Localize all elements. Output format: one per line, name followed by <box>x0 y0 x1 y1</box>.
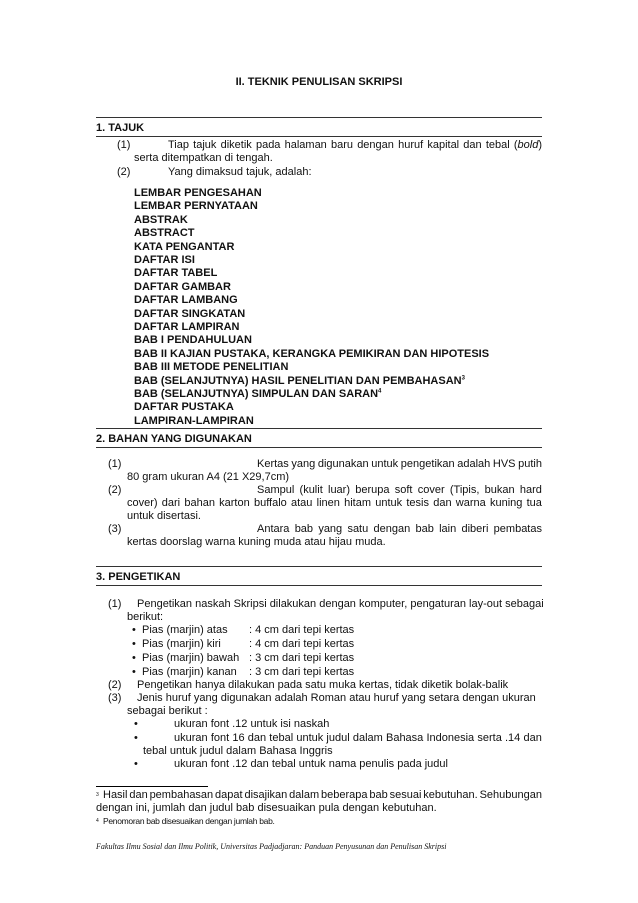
paragraph-line: Yang dimaksud tajuk, adalah: <box>168 166 312 178</box>
section-bottom-rule <box>96 585 542 586</box>
tajuk-item-label: DAFTAR LAMPIRAN <box>134 321 240 333</box>
item-number: (2) <box>117 166 131 178</box>
tajuk-item-label: LEMBAR PENGESAHAN <box>134 187 262 199</box>
tajuk-item <box>134 267 217 280</box>
bold-term: bold <box>517 139 539 151</box>
bullet: • <box>134 718 138 730</box>
bullet: • <box>134 732 138 744</box>
paragraph-line: Jenis huruf yang digunakan adalah Roman atau huruf yang setara dengan ukuran <box>137 692 536 704</box>
tajuk-item-label: ABSTRAK <box>134 213 188 226</box>
paragraph-line: tebal untuk judul dalam Bahasa Inggris <box>143 745 333 757</box>
bullet: • <box>132 666 136 678</box>
paragraph-line: untuk disertasi. <box>127 510 201 522</box>
item-number: (1) <box>108 598 122 610</box>
paragraph-line: sebagai berikut : <box>127 705 208 717</box>
footnote-marker: 3 <box>96 792 99 798</box>
section-heading-bahan: 2. BAHAN YANG DIGUNAKAN <box>96 433 252 445</box>
margin-value: : 4 cm dari tepi kertas <box>249 624 355 636</box>
margin-label: Pias (marjin) atas <box>142 624 228 636</box>
tajuk-item <box>134 348 489 361</box>
footnote-ref: 4 <box>378 388 382 395</box>
margin-label: Pias (marjin) bawah <box>142 652 240 664</box>
tajuk-item <box>134 308 245 321</box>
item-number: (2) <box>108 679 122 691</box>
bullet: • <box>132 624 136 636</box>
tajuk-item-label: ABSTRACT <box>134 227 195 240</box>
tajuk-item <box>134 415 254 428</box>
margin-label: Pias (marjin) kiri <box>142 638 221 650</box>
tajuk-item <box>134 254 195 267</box>
footnote-marker: 4 <box>96 818 99 824</box>
item-number: (3) <box>108 692 122 704</box>
tajuk-item-label: BAB III METODE PENELITIAN <box>134 361 289 374</box>
tajuk-item <box>134 200 258 213</box>
section-heading-tajuk: 1. TAJUK <box>96 122 145 134</box>
tajuk-item <box>134 187 262 200</box>
tajuk-item-label: DAFTAR PUSTAKA <box>134 401 234 414</box>
section-top-rule <box>96 566 542 567</box>
footnote-ref: 3 <box>461 374 465 381</box>
footnote-separator <box>96 786 208 787</box>
paragraph-line: ukuran font .12 untuk isi naskah <box>174 718 330 730</box>
section-bottom-rule <box>96 136 542 137</box>
footnote-line: Hasil dan pembahasan dapat disajikan dalam beberapa bab sesuai kebutuhan. Sehubungan <box>103 789 542 801</box>
paragraph-line: cover) dari bahan karton buffalo atau linen hitam untuk tesis dan warna kuning tua <box>127 497 542 509</box>
tajuk-item <box>134 401 234 414</box>
tajuk-item-label: DAFTAR SINGKATAN <box>134 307 246 320</box>
tajuk-item <box>134 241 234 254</box>
tajuk-item-label: KATA PENGANTAR <box>134 240 235 253</box>
tajuk-item <box>134 388 381 401</box>
item-number: (1) <box>108 458 122 470</box>
item-number: (3) <box>108 523 122 535</box>
tajuk-item-label: BAB I PENDAHULUAN <box>134 334 252 347</box>
tajuk-item-label: LAMPIRAN-LAMPIRAN <box>134 414 254 427</box>
tajuk-item <box>134 281 231 294</box>
paragraph-line: Pengetikan hanya dilakukan pada satu muka kertas, tidak diketik bolak-balik <box>137 679 509 691</box>
margin-value: : 3 cm dari tepi kertas <box>249 652 355 664</box>
paragraph-line: Antara bab yang satu dengan bab lain diberi pembatas <box>257 523 542 535</box>
paragraph-line: Sampul (kulit luar) berupa soft cover (Tipis, bukan hard <box>257 484 542 496</box>
bullet: • <box>134 758 138 770</box>
tajuk-item-label: DAFTAR TABEL <box>134 267 218 280</box>
item-number: (2) <box>108 484 122 496</box>
section-bottom-rule <box>96 447 542 448</box>
paragraph-line: Pengetikan naskah Skripsi dilakukan dengan komputer, pengaturan lay-out sebagai <box>137 598 544 610</box>
paragraph-line: 80 gram ukuran A4 (21 X29,7cm) <box>127 471 290 483</box>
section-top-rule <box>96 117 542 118</box>
section-top-rule <box>96 428 542 429</box>
tajuk-item-label: DAFTAR ISI <box>134 254 195 266</box>
margin-value: : 3 cm dari tepi kertas <box>249 666 355 678</box>
tajuk-item <box>134 375 465 388</box>
tajuk-item-label: BAB II KAJIAN PUSTAKA, KERANGKA PEMIKIRAN DAN HIPOTESIS <box>134 347 490 360</box>
tajuk-item-label: LEMBAR PERNYATAAN <box>134 200 258 213</box>
tajuk-item-label: BAB (SELANJUTNYA) SIMPULAN DAN SARAN <box>134 388 379 400</box>
paragraph-line: Tiap tajuk diketik pada halaman baru dengan huruf kapital dan tebal (bold) <box>168 139 542 151</box>
tajuk-item-label: DAFTAR LAMBANG <box>134 294 238 307</box>
tajuk-item <box>134 361 288 374</box>
tajuk-item <box>134 321 240 334</box>
tajuk-item <box>134 227 195 240</box>
section-heading-pengetikan: 3. PENGETIKAN <box>96 571 181 583</box>
tajuk-item <box>134 294 238 307</box>
paragraph-line: ukuran font .12 dan tebal untuk nama penulis pada judul <box>174 758 448 770</box>
bullet: • <box>132 638 136 650</box>
item-number: (1) <box>117 139 131 151</box>
tajuk-item <box>134 334 252 347</box>
footnote-line: Penomoran bab disesuaikan dengan jumlah bab. <box>103 816 275 826</box>
page-footer: Fakultas Ilmu Sosial dan Ilmu Politik, Universitas Padjadjaran: Panduan Penyusunan dan Penulisan Skripsi <box>96 842 447 851</box>
bullet: • <box>132 652 136 664</box>
paragraph-line: serta ditempatkan di tengah. <box>134 152 273 164</box>
paragraph-line: berikut: <box>127 611 164 623</box>
paragraph-line: ukuran font 16 dan tebal untuk judul dalam Bahasa Indonesia serta .14 dan <box>174 732 542 744</box>
footnote-line: dengan ini, jumlah dan judul bab disesuaikan pula dengan kebutuhan. <box>96 802 437 814</box>
tajuk-item-label: BAB (SELANJUTNYA) HASIL PENELITIAN DAN PEMBAHASAN <box>134 374 462 387</box>
tajuk-item-label: DAFTAR GAMBAR <box>134 280 231 293</box>
tajuk-item <box>134 214 188 227</box>
margin-value: : 4 cm dari tepi kertas <box>249 638 355 650</box>
margin-label: Pias (marjin) kanan <box>142 666 237 678</box>
paragraph-line: kertas doorslag warna kuning muda atau hijau muda. <box>127 536 386 548</box>
page-title: II. TEKNIK PENULISAN SKRIPSI <box>235 76 403 88</box>
paragraph-line: Kertas yang digunakan untuk pengetikan adalah HVS putih <box>257 458 542 470</box>
